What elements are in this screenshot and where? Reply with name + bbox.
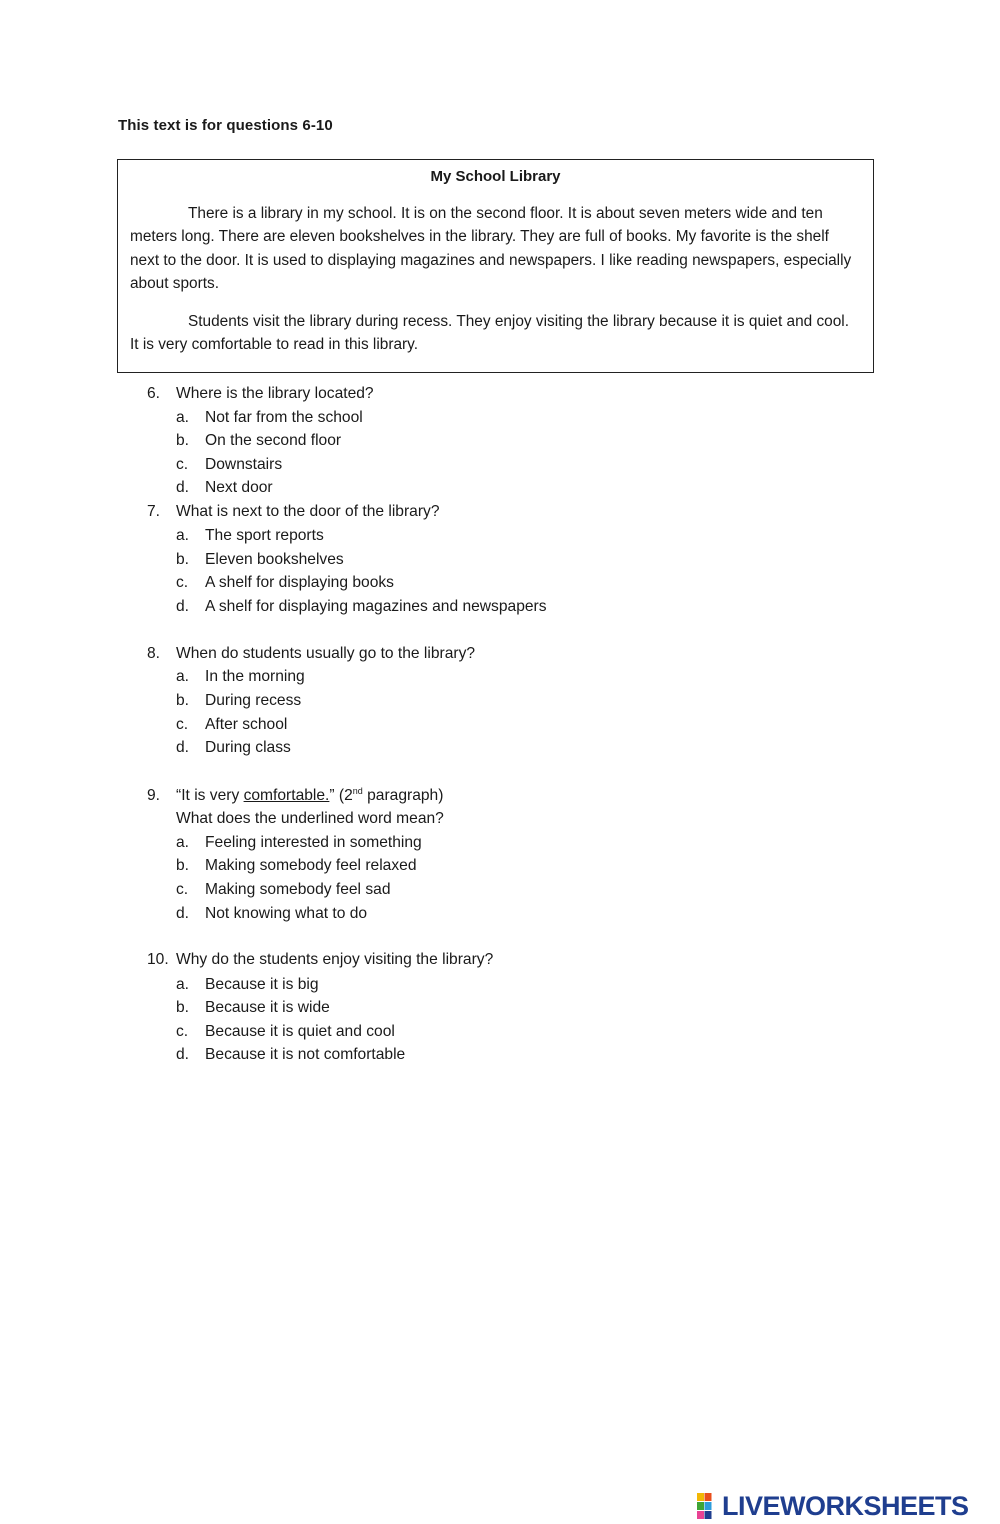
option-letter: a. [176, 976, 190, 993]
reading-passage-box [117, 159, 874, 373]
option-letter: d. [176, 905, 190, 922]
option-text: Making somebody feel relaxed [205, 857, 417, 874]
question-number: 7. [147, 503, 161, 520]
option-letter: b. [176, 999, 190, 1016]
option-text: During recess [205, 692, 302, 709]
option-letter: d. [176, 1046, 190, 1063]
option-text: Because it is wide [205, 999, 330, 1016]
question-subtext: What does the underlined word mean? [176, 810, 444, 827]
question-number: 9. [147, 787, 161, 804]
quote-text: “It is very [176, 787, 244, 804]
option-text: Because it is big [205, 976, 319, 993]
passage-title: My School Library [430, 168, 561, 185]
option-letter: a. [176, 409, 190, 426]
option-text: Because it is not comfortable [205, 1046, 406, 1063]
option-letter: c. [176, 1023, 189, 1040]
option-letter: d. [176, 479, 190, 496]
option-text: Next door [205, 479, 273, 496]
liveworksheets-logo [697, 1491, 969, 1521]
option-text: The sport reports [205, 527, 324, 544]
ordinal-superscript: nd [352, 786, 363, 796]
question-text: Why do the students enjoy visiting the library? [176, 951, 494, 968]
question-text: What is next to the door of the library? [176, 503, 440, 520]
option-text: In the morning [205, 668, 305, 685]
option-letter: c. [176, 881, 189, 898]
question-number: 8. [147, 645, 161, 662]
option-letter: b. [176, 692, 190, 709]
option-text: Not knowing what to do [205, 905, 368, 922]
option-text: On the second floor [205, 432, 342, 449]
option-letter: b. [176, 857, 190, 874]
question-text: Where is the library located? [176, 385, 374, 402]
option-text: A shelf for displaying magazines and newspapers [205, 598, 547, 615]
option-text: During class [205, 739, 291, 756]
paragraph-ref: paragraph) [362, 787, 444, 804]
option-letter: a. [176, 668, 190, 685]
option-text: Feeling interested in something [205, 834, 422, 851]
underlined-word: comfortable. [243, 787, 330, 804]
question-number: 6. [147, 385, 161, 402]
option-text: Making somebody feel sad [205, 881, 391, 898]
option-text: After school [205, 716, 288, 733]
option-letter: c. [176, 716, 189, 733]
quote-close: ” (2 [329, 787, 353, 804]
option-letter: d. [176, 739, 190, 756]
option-letter: b. [176, 551, 190, 568]
option-letter: b. [176, 432, 190, 449]
question-text: When do students usually go to the library? [176, 645, 476, 662]
option-letter: a. [176, 834, 190, 851]
option-letter: c. [176, 456, 189, 473]
option-letter: d. [176, 598, 190, 615]
option-text: A shelf for displaying books [205, 574, 394, 591]
question-number: 10. [147, 951, 169, 968]
option-text: Downstairs [205, 456, 283, 473]
liveworksheets-logo-text: LIVEWORKSHEETS [722, 1490, 969, 1521]
option-text: Eleven bookshelves [205, 551, 344, 568]
option-letter: a. [176, 527, 190, 544]
option-text: Not far from the school [205, 409, 363, 426]
section-heading: This text is for questions 6-10 [118, 117, 333, 134]
passage-paragraph-2: Students visit the library during recess. They enjoy visiting the library because it is quiet and cool. It is very comfortable to read in this library. [130, 313, 849, 354]
question-text [176, 784, 443, 808]
option-letter: c. [176, 574, 189, 591]
liveworksheets-logo-icon [697, 1493, 719, 1519]
passage-paragraph-1: There is a library in my school. It is on the second floor. It is about seven meters wide and ten meters long. There are eleven bookshelves in the library. They are full of books. My favorite is the shelf next to the door. It is used to displaying magazines and newspapers. I like reading newspapers, especially about sports. [130, 205, 852, 292]
option-text: Because it is quiet and cool [205, 1023, 395, 1040]
